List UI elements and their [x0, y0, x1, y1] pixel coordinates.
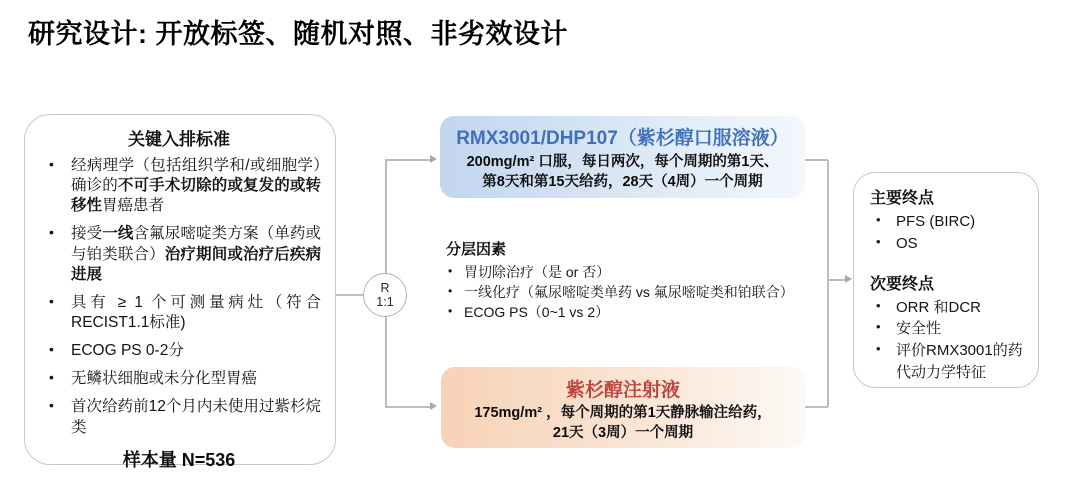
endpoint-item: • PFS (BIRC) — [876, 212, 976, 230]
secondary-endpoints-list — [870, 297, 1028, 384]
oral-arm-title: RMX3001/DHP107（紫杉醇口服溶液） — [456, 128, 789, 149]
connector-to-oral — [385, 159, 430, 161]
stratification-item: • 胃切除治疗（是 or 否） — [448, 264, 611, 280]
bullet-icon: • — [876, 319, 881, 335]
endpoint-item: • ORR 和DCR — [876, 297, 981, 316]
stratification-item: • 一线化疗（氟尿嘧啶类单药 vs 氟尿嘧啶类和铂联合） — [448, 283, 794, 300]
connector-iv-right — [805, 406, 828, 408]
slide-title: 研究设计: 开放标签、随机对照、非劣效设计 — [28, 19, 568, 49]
connector-leftbox-to-circle — [336, 294, 364, 296]
connector-to-endpoints — [828, 279, 845, 281]
oral-arm-box — [440, 116, 805, 198]
bullet-icon: • — [448, 283, 453, 298]
criteria-item: • 首次给药前12个月内未使用过紫杉烷类 — [49, 397, 321, 436]
bullet-icon: • — [876, 233, 881, 249]
oral-arm-dose-line1: 200mg/m² 口服，每日两次，每个周期的第1天、 — [466, 154, 779, 170]
connector-circle-down — [385, 316, 387, 407]
bullet-icon: • — [448, 264, 453, 278]
bullet-icon: • — [49, 224, 54, 241]
connector-circle-up — [385, 160, 387, 274]
connector-right-vertical — [827, 160, 829, 407]
arrow-endpoints-icon — [845, 275, 852, 283]
criteria-item: • ECOG PS 0-2分 — [49, 341, 184, 360]
bullet-icon: • — [876, 297, 881, 313]
criteria-item: • 经病理学（包括组织学和/或细胞学）确诊的不可手术切除的或复发的或转移性胃癌患者 — [49, 156, 321, 215]
bullet-icon: • — [876, 212, 881, 227]
endpoint-item: • 评价RMX3001的药代动力学特征 — [876, 341, 1023, 381]
criteria-item: • 无鳞状细胞或未分化型胃癌 — [49, 369, 258, 388]
criteria-item: • 具有 ≥ 1 个可测量病灶（符合RECIST1.1标准) — [49, 292, 321, 331]
stratification-title: 分层因素 — [446, 241, 507, 258]
arrow-oral-icon — [430, 155, 437, 163]
endpoint-item: • OS — [876, 233, 918, 252]
primary-endpoints-title: 主要终点 — [870, 190, 935, 207]
criteria-item: • 接受一线含氟尿嘧啶类方案（单药或与铂类联合）治疗期间或治疗后疾病进展 — [49, 224, 321, 283]
bullet-icon: • — [448, 303, 453, 318]
bullet-icon: • — [49, 341, 54, 358]
randomization-symbol: R — [380, 280, 390, 295]
oral-arm-dose-line2: 第8天和第15天给药，28天（4周）一个周期 — [482, 174, 763, 190]
iv-arm-box — [441, 367, 805, 448]
connector-oral-right — [805, 159, 828, 161]
randomization-circle — [363, 273, 407, 317]
secondary-endpoints-title: 次要终点 — [870, 275, 935, 293]
arrow-iv-icon — [430, 402, 437, 410]
bullet-icon: • — [876, 341, 881, 356]
iv-arm-dose-line1: 175mg/m² ，每个周期的第1天静脉输注给药， — [474, 405, 772, 421]
bullet-icon: • — [49, 156, 54, 172]
criteria-list — [37, 156, 321, 438]
criteria-box-title: 关键入排标准 — [128, 130, 230, 149]
endpoint-item: • 安全性 — [876, 319, 942, 338]
connector-to-iv — [385, 406, 430, 408]
criteria-box — [24, 114, 336, 470]
bullet-icon: • — [49, 369, 54, 386]
endpoints-box — [853, 172, 1039, 388]
iv-arm-title: 紫杉醇注射液 — [565, 380, 680, 401]
primary-endpoints-list — [870, 211, 1028, 255]
bullet-icon: • — [49, 397, 54, 414]
randomization-ratio: 1:1 — [376, 295, 394, 309]
sample-size-label: 样本量 N=536 — [122, 449, 236, 470]
stratification-item: • ECOG PS（0~1 vs 2） — [448, 303, 610, 320]
bullet-icon: • — [49, 292, 54, 309]
stratification-block — [446, 238, 830, 323]
stratification-list — [446, 263, 830, 323]
iv-arm-dose-line2: 21天（3周）一个周期 — [552, 425, 694, 441]
